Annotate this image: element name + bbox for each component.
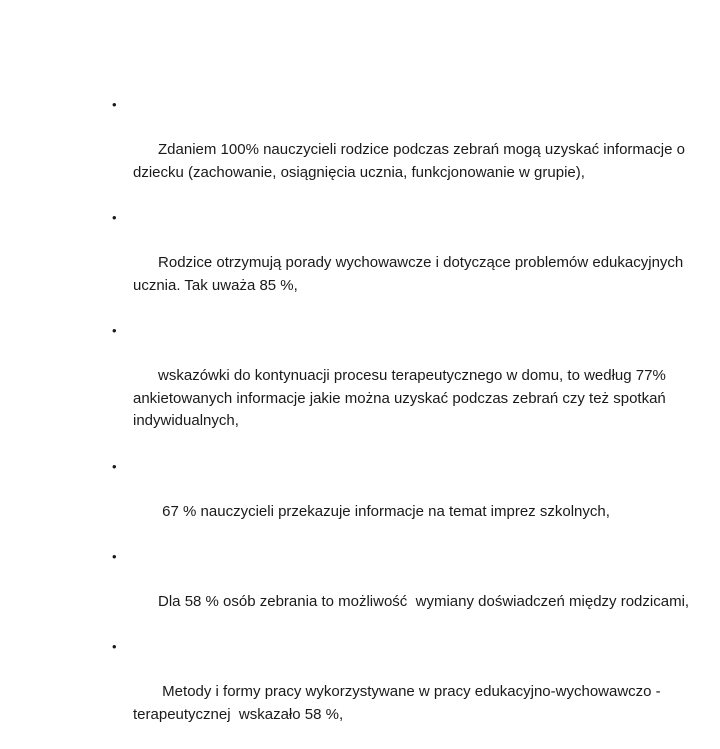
- bullet-text: Zdaniem 100% nauczycieli rodzice podczas zebrań mogą uzyskać informacje o dziecku (zachowanie, osiągnięcia ucznia, funkcjonowanie w grupie),: [133, 141, 690, 181]
- bullet-item-3: [112, 320, 700, 456]
- bullet-marker: •: [112, 209, 117, 225]
- bullet-marker: •: [112, 458, 117, 474]
- bullet-text: Metody i formy pracy wykorzystywane w pracy edukacyjno-wychowawczo - terapeutycznej wskazało 58 %,: [133, 683, 665, 724]
- bullet-item-1: [112, 94, 700, 207]
- bullet-item-5: [112, 546, 700, 636]
- bullet-list: [112, 94, 700, 749]
- bullet-marker: •: [112, 97, 117, 112]
- bullet-marker: •: [112, 322, 117, 338]
- bullet-marker: •: [112, 639, 117, 655]
- bullet-text: wskazówki do kontynuacji procesu terapeutycznego w domu, to według 77% ankietowanych informacje jakie można uzyskać podczas zebrań czy też spotkań indywidualnych,: [133, 367, 670, 430]
- bullet-item-6: [112, 636, 700, 749]
- bullet-text: Dla 58 % osób zebrania to możliwość wymiany doświadczeń między rodzicami,: [158, 593, 690, 611]
- bullet-text: Rodzice otrzymują porady wychowawcze i dotyczące problemów edukacyjnych ucznia. Tak uważa 85 %,: [133, 254, 688, 294]
- bullet-item-4: [112, 456, 700, 546]
- bullet-item-2: [112, 207, 700, 320]
- bullet-text: 67 % nauczycieli przekazuje informacje na temat imprez szkolnych,: [158, 502, 610, 520]
- bullet-marker: •: [112, 548, 117, 564]
